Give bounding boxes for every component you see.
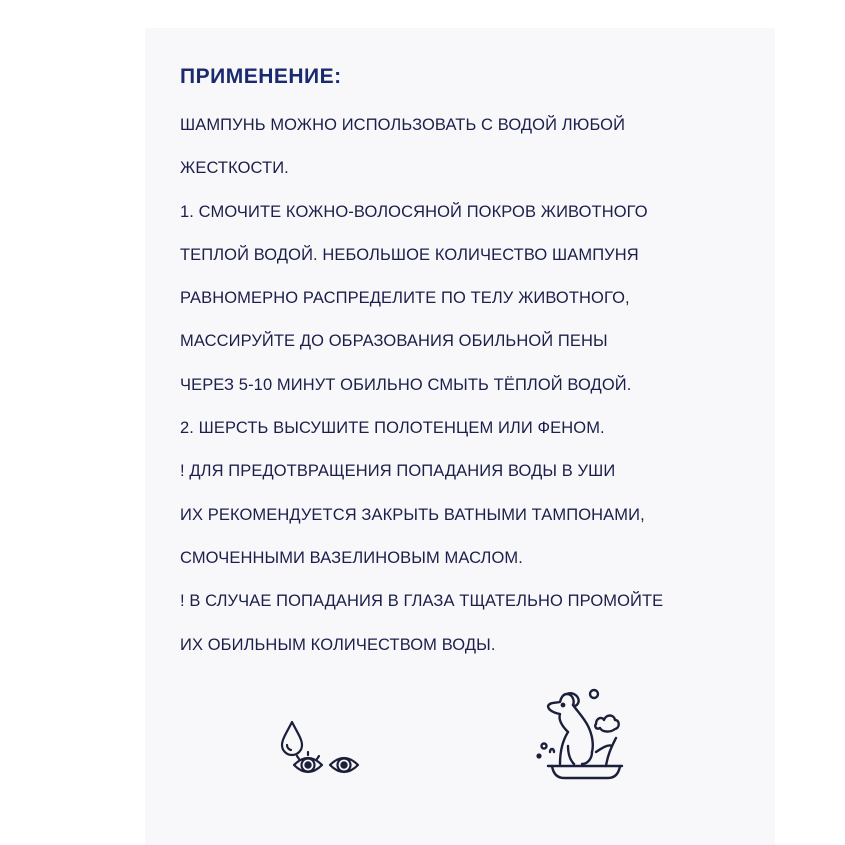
instruction-line: РАВНОМЕРНО РАСПРЕДЕЛИТЕ ПО ТЕЛУ ЖИВОТНОГО, — [180, 289, 630, 308]
instruction-line: 1. СМОЧИТЕ КОЖНО-ВОЛОСЯНОЙ ПОКРОВ ЖИВОТНОГО — [180, 202, 648, 221]
instruction-line: ЖЕСТКОСТИ. — [180, 159, 289, 178]
instruction-line: ! В СЛУЧАЕ ПОПАДАНИЯ В ГЛАЗА ТЩАТЕЛЬНО ПРОМОЙТЕ — [180, 592, 664, 611]
page-title: ПРИМЕНЕНИЕ: — [180, 65, 342, 88]
instruction-line: МАССИРУЙТЕ ДО ОБРАЗОВАНИЯ ОБИЛЬНОЙ ПЕНЫ — [180, 332, 608, 351]
instruction-line: ИХ РЕКОМЕНДУЕТСЯ ЗАКРЫТЬ ВАТНЫМИ ТАМПОНАМИ, — [180, 505, 645, 524]
instruction-line: ! ДЛЯ ПРЕДОТВРАЩЕНИЯ ПОПАДАНИЯ ВОДЫ В УШИ — [180, 462, 616, 481]
instruction-line: СМОЧЕННЫМИ ВАЗЕЛИНОВЫМ МАСЛОМ. — [180, 548, 523, 567]
instructions-text — [180, 110, 663, 673]
instruction-line: 2. ШЕРСТЬ ВЫСУШИТЕ ПОЛОТЕНЦЕМ ИЛИ ФЕНОМ. — [180, 419, 605, 438]
water-drop-eyes-icon — [274, 716, 366, 782]
instruction-line: ИХ ОБИЛЬНЫМ КОЛИЧЕСТВОМ ВОДЫ. — [180, 635, 496, 654]
instruction-line: ШАМПУНЬ МОЖНО ИСПОЛЬЗОВАТЬ С ВОДОЙ ЛЮБОЙ — [180, 116, 626, 134]
instruction-line: ТЕПЛОЙ ВОДОЙ. НЕБОЛЬШОЕ КОЛИЧЕСТВО ШАМПУНЯ — [180, 245, 639, 264]
instruction-line: ЧЕРЕЗ 5-10 МИНУТ ОБИЛЬНО СМЫТЬ ТЁПЛОЙ ВОДОЙ. — [180, 375, 632, 394]
dog-bath-icon — [530, 686, 632, 782]
